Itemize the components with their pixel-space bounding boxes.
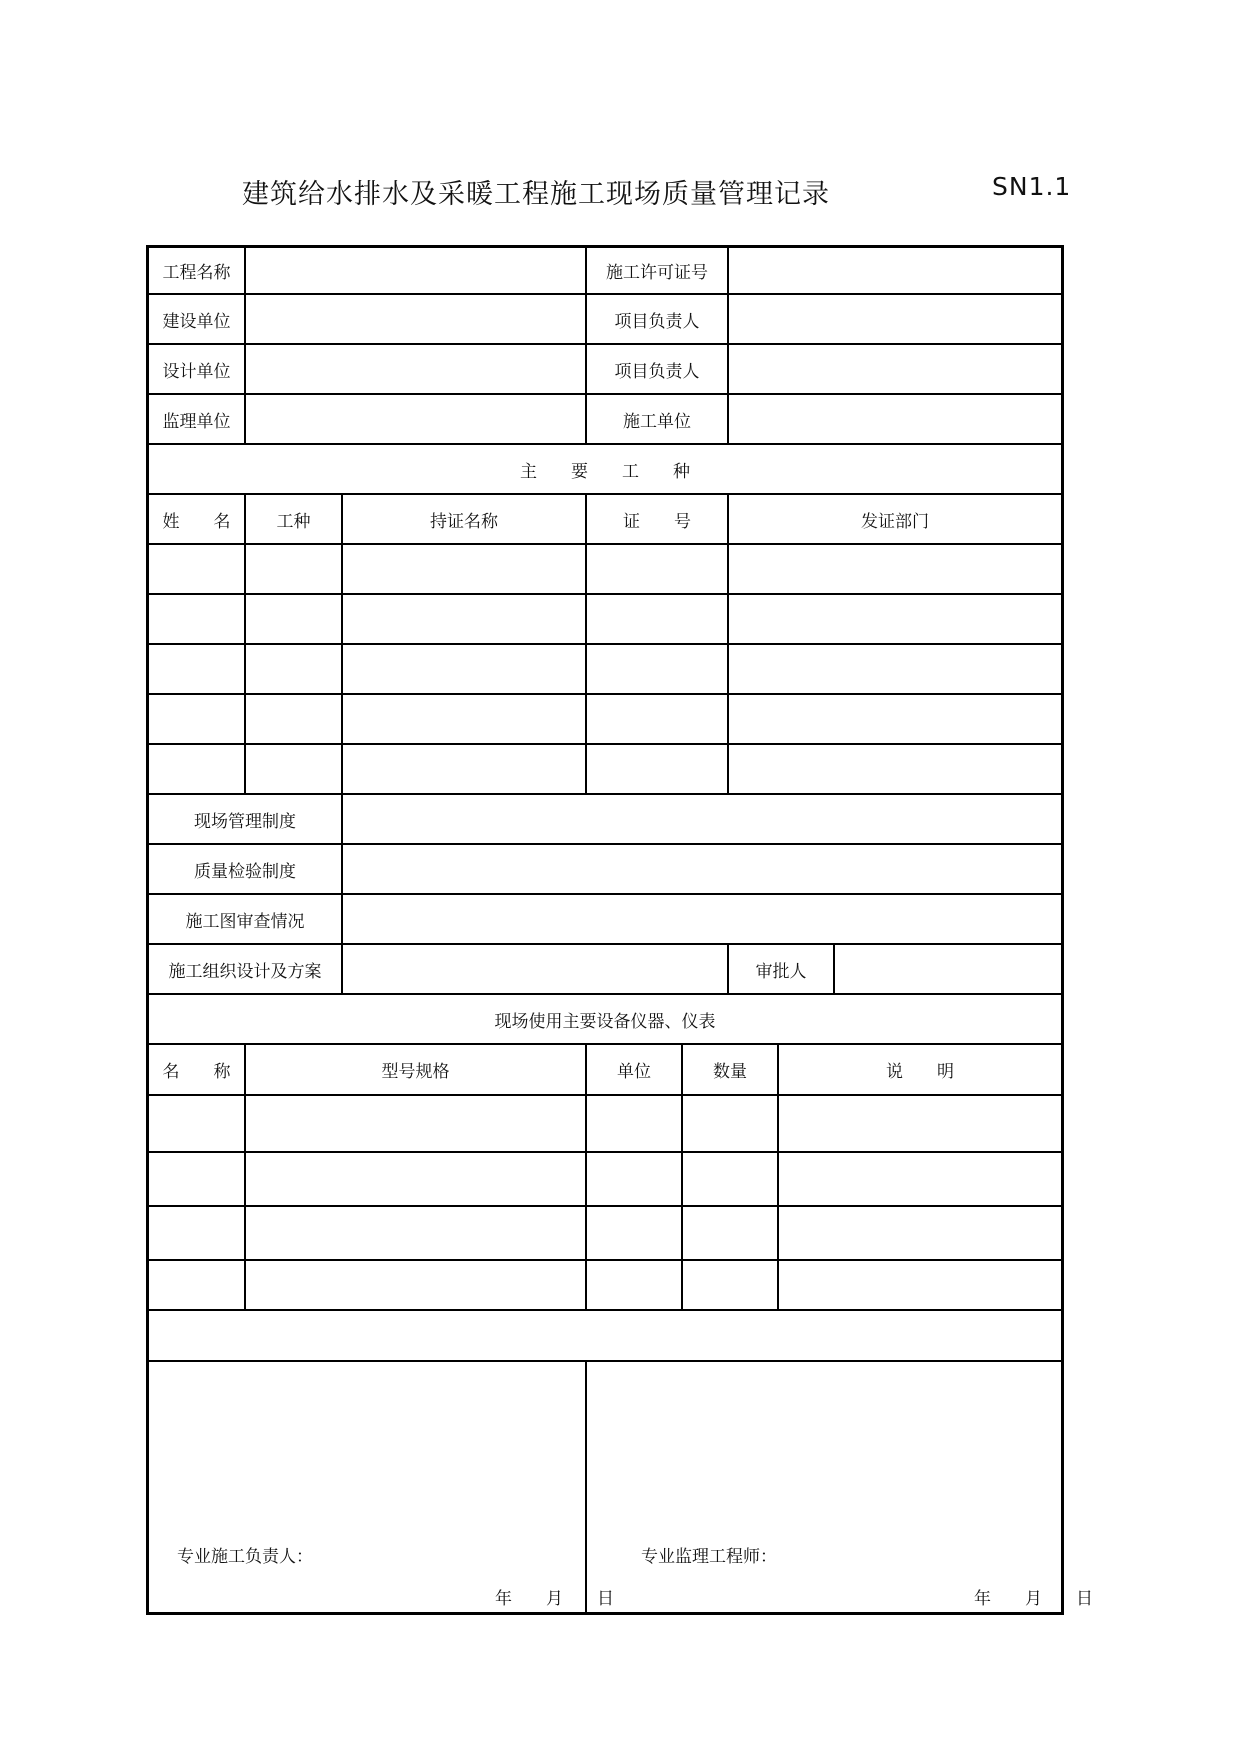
- document-title: 建筑给水排水及采暖工程施工现场质量管理记录: [242, 179, 830, 210]
- remarks-row[interactable]: [149, 1311, 1061, 1360]
- table-row-divider: [149, 543, 1061, 545]
- project-name-field[interactable]: [246, 248, 585, 293]
- contractor-signature-label: 专业施工负责人：: [177, 1547, 313, 1567]
- table-row-divider: [149, 693, 1061, 695]
- table-row-divider: [149, 1360, 1061, 1362]
- table-row-divider: [149, 593, 1061, 595]
- project-name-label: 工程名称: [162, 263, 231, 283]
- col-header-trade: 工种: [276, 511, 311, 532]
- equipment-heading: 现场使用主要设备仪器、仪表: [494, 1011, 716, 1032]
- site-management-label: 现场管理制度: [194, 811, 296, 832]
- drawing-review-label: 施工图审查情况: [185, 911, 305, 932]
- table-column-divider: [585, 1360, 587, 1612]
- col-header-name: 姓 名: [162, 511, 231, 532]
- permit-no-label: 施工许可证号: [606, 263, 708, 283]
- supervision-unit-label: 监理单位: [162, 411, 231, 432]
- col-header-cert-name: 持证名称: [430, 511, 498, 532]
- supervisor-date: 年 月 日: [974, 1589, 1093, 1609]
- supervisor-signature-label: 专业监理工程师：: [641, 1547, 777, 1567]
- col-header-quantity: 数量: [713, 1062, 747, 1082]
- quality-inspection-field[interactable]: [343, 845, 1061, 893]
- col-header-cert-no: 证 号: [623, 511, 691, 532]
- quality-management-form: [146, 245, 1093, 1615]
- project-manager-label-2: 项目负责人: [614, 361, 700, 382]
- table-row-divider: [149, 1094, 1061, 1096]
- permit-no-field[interactable]: [729, 248, 1061, 293]
- drawing-review-field[interactable]: [343, 895, 1061, 943]
- col-header-model: 型号规格: [381, 1062, 450, 1082]
- org-design-label: 施工组织设计及方案: [168, 961, 322, 982]
- contractor-date: 年 月 日: [495, 1589, 614, 1609]
- quality-inspection-label: 质量检验制度: [194, 861, 296, 882]
- main-trades-heading: 主 要 工 种: [520, 461, 690, 482]
- site-management-field[interactable]: [343, 795, 1061, 843]
- approver-field[interactable]: [835, 945, 1061, 993]
- design-unit-field[interactable]: [246, 345, 585, 393]
- org-design-field[interactable]: [343, 945, 727, 993]
- col-header-description: 说 明: [886, 1062, 954, 1082]
- project-manager-label-1: 项目负责人: [614, 311, 700, 332]
- table-row-divider: [149, 1151, 1061, 1153]
- design-unit-label: 设计单位: [162, 361, 231, 382]
- builder-unit-field[interactable]: [729, 395, 1061, 443]
- col-header-issuer: 发证部门: [861, 511, 929, 532]
- table-row-divider: [149, 1205, 1061, 1207]
- col-header-unit: 单位: [617, 1062, 651, 1082]
- project-manager-field-1[interactable]: [729, 295, 1061, 343]
- project-manager-field-2[interactable]: [729, 345, 1061, 393]
- form-code: SN1.1: [992, 172, 1072, 201]
- approver-label: 审批人: [755, 961, 807, 982]
- builder-unit-label: 施工单位: [623, 411, 691, 432]
- col-header-equip-name: 名 称: [162, 1062, 231, 1082]
- table-row-divider: [149, 1259, 1061, 1261]
- supervision-unit-field[interactable]: [246, 395, 585, 443]
- construction-unit-field[interactable]: [246, 295, 585, 343]
- table-row-divider: [149, 643, 1061, 645]
- table-row-divider: [149, 743, 1061, 745]
- construction-unit-label: 建设单位: [162, 311, 231, 332]
